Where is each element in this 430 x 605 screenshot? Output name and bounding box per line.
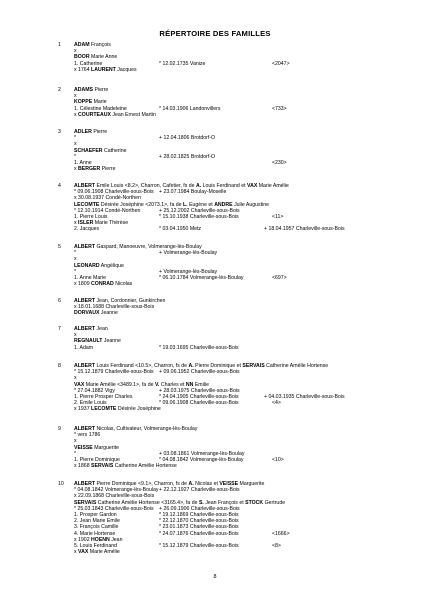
entry-text: Marie Amélie <3489.1>, fa de <box>84 381 155 388</box>
entry-text: Désirée Joséphine <2073.1>, fa de <box>99 201 184 208</box>
entry-text: * 12.10.1914 Condé-Northen <box>74 207 141 214</box>
surname: LECOMTE <box>91 406 117 413</box>
date-place: + 09.06.1952 Charleville-sous-Bois <box>159 369 240 376</box>
entry-text: Gaspard, Manoeuvre, Volmerange-lès-Boulay <box>95 244 202 250</box>
entry-line <box>74 269 76 275</box>
cross-reference: <733> <box>272 105 287 112</box>
entry-line <box>74 304 154 310</box>
entry-text: Marguerite <box>92 444 119 451</box>
date-place: + 28.02.1825 Brotdorf-O <box>159 153 216 160</box>
entry-line <box>74 310 118 316</box>
surname: SERVAIS <box>242 363 265 369</box>
entry-text: Jean <box>109 536 123 543</box>
entry-text: * <box>74 153 77 160</box>
entry-text: Catherine Amélie Hortense <box>264 363 329 369</box>
entry-text: x 18.01.1688 Charleville-sous-Bois <box>74 304 155 311</box>
entry-line <box>74 382 209 388</box>
surname: SCHAEFER <box>74 147 103 154</box>
entry-text: x <box>74 111 79 118</box>
entry-number: 10 <box>58 481 64 487</box>
surname: ALBERT <box>74 481 96 487</box>
entry-line <box>74 67 137 73</box>
entry-text: x <box>74 93 77 100</box>
entry-text: x <box>74 332 77 339</box>
entry-text: x 22.09.1868 Charleville-sous-Bois <box>74 493 155 500</box>
entry-text: x 1809 <box>74 281 92 288</box>
entry-text: 1. Célestine Madeleine <box>74 105 127 112</box>
entry-text: Jean, Cordonnier, Gunkirchen <box>95 298 166 304</box>
entry-text: 5. Louis Ferdinand <box>74 543 117 549</box>
entry-text: Catherine <box>102 147 127 154</box>
entry-text: x 1868 <box>74 463 92 470</box>
surname: S. <box>198 499 204 506</box>
entry-text: Marie Anne <box>89 54 118 61</box>
entry-text: x 1764 <box>74 66 92 73</box>
date-place: * 15.12.1879 Charleville-sous-Bois <box>159 543 239 549</box>
entry-text: Désirée Joséphine <box>116 406 161 413</box>
entry-line <box>74 106 127 112</box>
entry-line <box>74 549 120 555</box>
entry-text: Angélique <box>99 262 124 269</box>
surname: VAX <box>247 183 258 189</box>
date-place: * 19.12.1869 Charleville-sous-Bois <box>159 512 239 518</box>
entry-line <box>74 332 77 338</box>
entry-line <box>74 445 119 451</box>
entry-number: 7 <box>58 326 61 332</box>
cross-reference: <11> <box>272 214 284 220</box>
date-place: + 28.03.1975 Charleville-sous-Bois <box>159 387 240 394</box>
entry-line <box>74 160 92 166</box>
entry-line <box>74 326 108 332</box>
cross-reference: <230> <box>272 160 287 166</box>
surname: ISLER <box>78 220 94 227</box>
cross-reference: <10> <box>272 457 284 463</box>
entry-text: Marie Thérèse <box>93 220 129 227</box>
entry-line <box>74 250 76 256</box>
entry-line <box>74 457 120 463</box>
entry-text: Jacques <box>115 66 137 73</box>
surname: ALBERT <box>74 363 96 369</box>
surname: VAX <box>78 549 89 556</box>
surname: A. <box>195 183 202 189</box>
surname: ADAMS <box>74 87 94 93</box>
cross-reference: <4> <box>272 400 281 407</box>
entry-text: 1. Anne Marie <box>74 275 107 281</box>
entry-text: x <box>74 141 77 148</box>
entry-line <box>74 406 161 412</box>
entry-line <box>74 220 128 226</box>
entry-line <box>74 195 141 201</box>
entry-text: Jean Ernest Martin <box>110 111 156 118</box>
entry-line <box>74 537 122 543</box>
entry-line <box>74 531 115 537</box>
entry-line <box>74 375 77 381</box>
entry-number: 8 <box>58 363 61 369</box>
surname: COURTEAUX <box>78 111 111 118</box>
entry-text: x <box>74 166 79 173</box>
surname: ALBERT <box>74 183 96 189</box>
surname: SERVAIS <box>91 463 114 470</box>
entry-text: Pierre <box>100 166 116 173</box>
entry-line <box>74 481 264 487</box>
surname: ALBERT <box>74 426 96 432</box>
entry-text: François <box>89 42 111 48</box>
entry-text: Louis Ferdinand <10.5>, Charron, fs de <box>95 363 189 369</box>
entry-line <box>74 400 107 406</box>
entry-line <box>74 543 117 549</box>
entry-line <box>74 208 140 214</box>
entry-text: x <box>74 48 77 55</box>
date-place: + 25.12.2002 Charleville-sous-Bois <box>159 207 240 214</box>
entry-text: Jeanne <box>99 310 118 317</box>
death-date-place: + 04.03.1935 Charleville-sous-Bois <box>264 394 345 400</box>
entry-text: Pierre <box>91 129 108 135</box>
entry-line <box>74 54 117 60</box>
entry-line <box>74 141 77 147</box>
entry-line <box>74 394 133 400</box>
entry-text: * 09.06.1908 Charleville-sous-Bois <box>74 189 154 196</box>
entry-text: x 1937 <box>74 406 92 413</box>
entry-line <box>74 388 115 394</box>
date-place: + Volmerange-lès-Boulay <box>159 250 218 257</box>
entry-text: * 27.04.1882 Vigy <box>74 387 115 394</box>
entry-text: Marie Amélie <box>88 549 120 556</box>
death-date-place: + 18.04.1957 Charleville-sous-Bois <box>264 226 345 233</box>
date-place: + 22.12.1927 Charleville-sous-Bois <box>159 487 240 494</box>
entry-line <box>74 463 177 469</box>
entry-line <box>74 506 154 512</box>
surname: ANDRE <box>214 201 233 208</box>
surname: CONRAD <box>91 281 114 288</box>
entry-line <box>74 61 102 67</box>
surname: VEISSE <box>219 481 239 487</box>
entry-line <box>74 214 107 220</box>
entry-text: * vers 1786 <box>74 432 101 439</box>
date-place: * 15.10.1938 Charleville-sous-Bois <box>159 214 239 220</box>
entry-text: 2. Jacques <box>74 226 100 233</box>
surname: A. <box>188 363 194 369</box>
page-title: RÉPERTOIRE DES FAMILLES <box>159 29 271 38</box>
surname: ADLER <box>74 129 92 135</box>
surname: NN <box>185 381 194 388</box>
surname: ALBERT <box>74 244 96 250</box>
entry-text: x <box>74 220 79 227</box>
entry-text: * <box>74 135 77 142</box>
date-place: + 03.08.1861 Volmerange-lès-Boulay <box>159 450 245 457</box>
entry-text: 1. Anne <box>74 160 92 166</box>
date-place: * 24.04.1905 Charleville-sous-Bois <box>159 394 239 400</box>
entry-number: 2 <box>58 87 61 93</box>
entry-line <box>74 87 108 93</box>
date-place: * 06.10.1784 Volmerange-lès-Boulay <box>159 275 244 281</box>
entry-text: 3. François Camille <box>74 524 119 531</box>
cross-reference: <2047> <box>272 60 290 67</box>
date-place: + Volmerange-lès-Boulay <box>159 268 218 275</box>
entry-text: 2. Emile Louis <box>74 400 107 407</box>
surname: LAURENT <box>91 66 116 73</box>
entry-number: 4 <box>58 183 61 189</box>
entry-line <box>74 226 99 232</box>
entry-text: x 30.08.1937 Condé-Northen <box>74 195 141 202</box>
entry-line <box>74 493 154 499</box>
entry-line <box>74 338 121 344</box>
surname: SERVAIS <box>74 499 97 506</box>
entry-text: * <box>74 450 77 457</box>
entry-line <box>74 363 328 369</box>
date-place: * 09.06.1908 Charleville-sous-Bois <box>159 400 239 407</box>
entry-text: * <box>74 268 77 275</box>
entry-line <box>74 48 77 54</box>
entry-text: Julie Augustine <box>232 201 269 208</box>
entry-text: 1. Pierre Prosper Charles <box>74 394 133 400</box>
surname: L. <box>183 201 188 208</box>
date-place: * 12.02.1735 Vanize <box>159 60 206 67</box>
entry-text: Jean <box>95 326 108 332</box>
entry-line <box>74 183 289 189</box>
entry-line <box>74 263 124 269</box>
entry-text: Eugène et <box>187 201 215 208</box>
entry-line <box>74 93 77 99</box>
entry-line <box>74 275 106 281</box>
entry-text: Louis Ferdinand et <box>201 183 248 189</box>
entry-text: * 15.12.1879 Charleville-sous-Bois <box>74 369 154 376</box>
entry-text: Emile Louis <8.2>, Charron, Cafetier, fs de <box>95 183 196 189</box>
entry-text: 4. Marie Hortense <box>74 530 116 537</box>
entry-text: Marguerite <box>238 481 265 487</box>
date-place: * 23.01.1873 Charleville-sous-Bois <box>159 524 239 531</box>
entry-text: Catherine Amélie Hortense <3165.4>, fa de <box>96 499 199 506</box>
surname: A. <box>188 481 194 487</box>
entry-text: * 25.03.1843 Charleville-sous-Bois <box>74 505 154 512</box>
entry-text: Jeanne <box>102 338 121 345</box>
entry-text: * 04.08.1842 Volmerange-lès-Boulay <box>74 487 159 494</box>
entry-text: Emilie <box>193 381 209 388</box>
entry-text: Marie <box>92 99 107 106</box>
entry-line <box>74 512 117 518</box>
surname: REGNAULT <box>74 338 103 345</box>
entry-line <box>74 42 111 48</box>
date-place: * 03.04.1950 Metz <box>159 226 202 233</box>
cross-reference: <8> <box>272 543 281 549</box>
entry-text: Nicolas <box>113 281 133 288</box>
entry-text: 1. Prosper Gardon <box>74 512 117 518</box>
entry-text: Gertrude <box>263 499 286 506</box>
date-place: + 23.07.1984 Boulay-Moselle <box>159 189 227 196</box>
entry-line <box>74 426 197 432</box>
entry-number: 1 <box>58 42 61 48</box>
entry-line <box>74 166 116 172</box>
cross-reference: <1666> <box>272 530 290 537</box>
entry-line <box>74 135 76 141</box>
entry-line <box>74 154 76 160</box>
entry-text: Jean François et <box>203 499 246 506</box>
entry-text: Pierre Dominique et <box>193 363 243 369</box>
surname: ALBERT <box>74 298 96 304</box>
entry-text: Pierre <box>93 87 109 93</box>
entry-line <box>74 432 100 438</box>
surname: ALBERT <box>74 326 96 332</box>
entry-text: Marie Amélie <box>257 183 289 189</box>
date-place: * 19.03.1695 Charleville-sous-Bois <box>159 344 239 351</box>
entry-line <box>74 487 159 493</box>
page-number: 8 <box>213 574 217 580</box>
entry-line <box>74 524 118 530</box>
surname: LECOMTE <box>74 201 100 208</box>
entry-line <box>74 129 107 135</box>
entry-text: Pierre Dominique <9.1>, Charron, fs de <box>95 481 189 487</box>
surname: LEONARD <box>74 262 100 269</box>
surname: BERGER <box>78 166 101 173</box>
entry-text: 1. Adam <box>74 344 94 351</box>
surname: STOCK <box>245 499 264 506</box>
entry-text: Nicolas, Cultivateur, Volmerange-lès-Boulay <box>95 426 198 432</box>
entry-line <box>74 451 76 457</box>
date-place: * 04.08.1842 Volmerange-lès-Boulay <box>159 457 244 463</box>
date-place: + 12.04.1806 Brotdorf-O <box>159 135 216 142</box>
entry-line <box>74 438 77 444</box>
entry-line <box>74 256 77 262</box>
date-place: * 22.12.1870 Charleville-sous-Bois <box>159 518 239 525</box>
surname: ADAM <box>74 42 90 48</box>
entry-line <box>74 189 154 195</box>
cross-reference: <697> <box>272 275 287 281</box>
surname: DORVAUX <box>74 310 100 317</box>
date-place: + 26.09.1906 Charleville-sous-Bois <box>159 505 240 512</box>
entry-text: x <box>74 549 79 556</box>
entry-line <box>74 298 165 304</box>
entry-text: Nicolas et <box>193 481 220 487</box>
entry-text: 1. Pierre Dominique <box>74 457 120 463</box>
entry-line <box>74 148 126 154</box>
entry-line <box>74 112 156 118</box>
entry-text: Charles et <box>159 381 186 388</box>
surname: KOPPE <box>74 99 93 106</box>
entry-number: 6 <box>58 298 61 304</box>
entry-line <box>74 369 154 375</box>
entry-line <box>74 345 93 351</box>
entry-line <box>74 518 120 524</box>
entry-text: 1. Pierre Louis <box>74 214 108 220</box>
entry-line <box>74 99 107 105</box>
surname: VAX <box>74 381 85 388</box>
surname: V. <box>154 381 160 388</box>
entry-line <box>74 244 202 250</box>
entry-number: 5 <box>58 244 61 250</box>
entry-line <box>74 281 132 287</box>
surname: BOOR <box>74 54 90 61</box>
entry-text: Catherine Amélie Hortense <box>113 463 177 470</box>
date-place: * 24.07.1876 Charleville-sous-Bois <box>159 530 239 537</box>
entry-text: * <box>74 250 77 257</box>
entry-text: 1. Catherine <box>74 60 103 67</box>
entry-text: x <box>74 375 77 382</box>
surname: VEISSE <box>74 444 93 451</box>
surname: HOENN <box>91 536 110 543</box>
entry-number: 3 <box>58 129 61 135</box>
entry-line <box>74 500 285 506</box>
entry-text: x <box>74 438 77 445</box>
entry-text: x 1902 <box>74 536 92 543</box>
entry-text: 2. Jean Marie Emile <box>74 518 120 525</box>
entry-number: 9 <box>58 426 61 432</box>
entry-line <box>74 202 269 208</box>
entry-text: x <box>74 256 77 263</box>
date-place: * 14.03.1906 Landonvillers <box>159 105 221 112</box>
